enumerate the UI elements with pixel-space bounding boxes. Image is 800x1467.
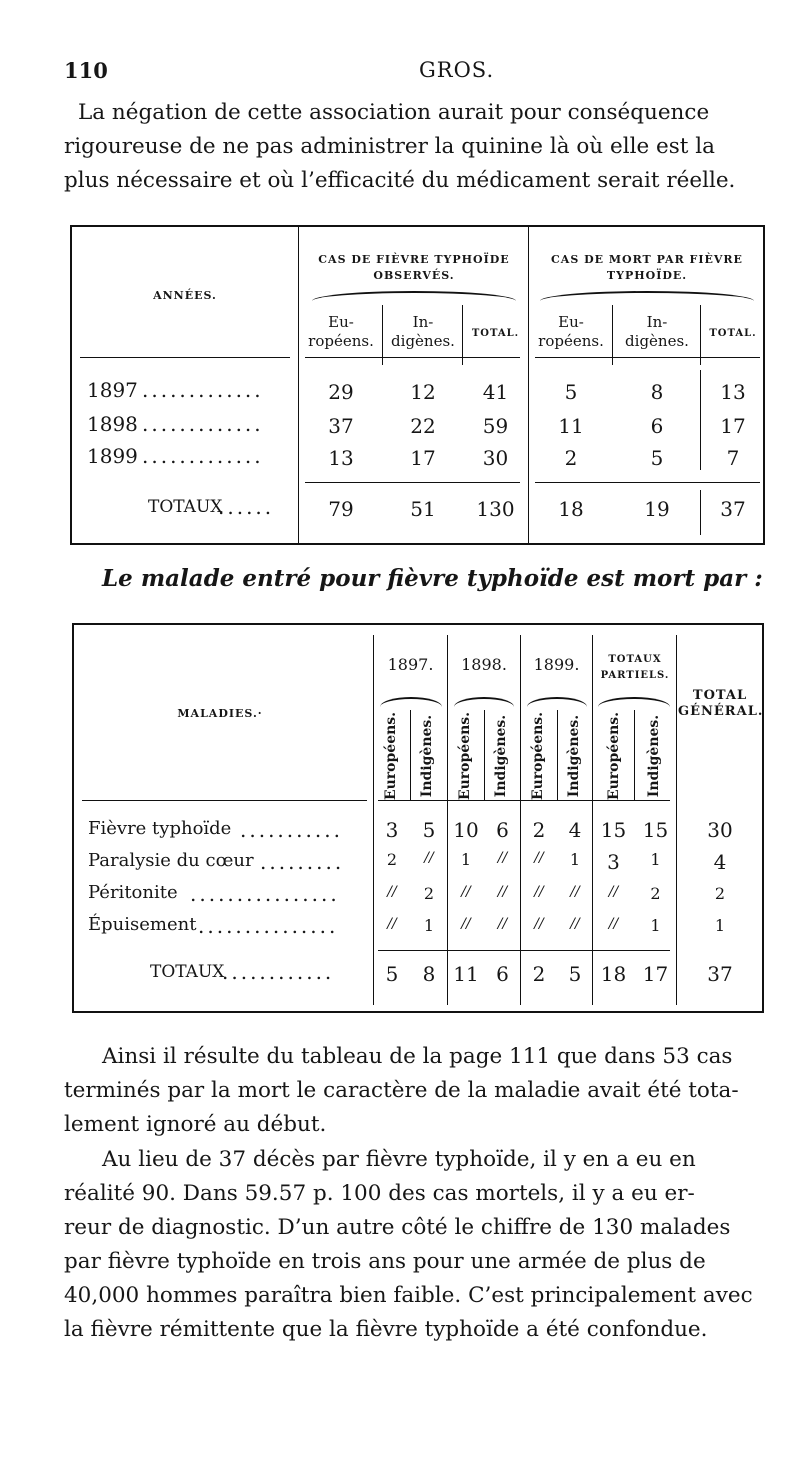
column-divider [557, 710, 558, 800]
table-cell: 5 [568, 962, 582, 986]
leader-dots: ............ [222, 960, 335, 984]
table-cell: 1 [650, 916, 661, 935]
table-cell: 8 [650, 380, 664, 404]
table-cell: 6 [496, 962, 509, 986]
table-cell: // [387, 916, 397, 932]
table-cell: 6 [650, 414, 664, 438]
row-label: Épuisement [88, 914, 197, 935]
page-header [64, 58, 760, 88]
table-cell: // [608, 884, 619, 900]
table-cell: 12 [410, 380, 436, 404]
subheader-indigenes: Indigènes. [646, 714, 662, 798]
table-cell: 130 [476, 497, 515, 521]
text-line: la fièvre rémittente que la fièvre typhoïde a été confondue. [64, 1317, 708, 1342]
table-cell: 5 [422, 818, 436, 842]
table-cell: 19 [644, 497, 670, 521]
table-cell: 6 [496, 818, 509, 842]
table-cell: 7 [726, 446, 740, 470]
table-cell: 2 [650, 884, 661, 903]
row-year: 1897 [87, 378, 138, 402]
leader-dots: ........... [240, 818, 343, 842]
leader-dots: ...... [218, 495, 275, 519]
text-line: Au lieu de 37 décès par fièvre typhoïde, il y en a eu en [102, 1147, 696, 1172]
table-cell: 11 [558, 414, 584, 438]
subheader-indigenes: Indigènes. [566, 714, 582, 798]
leader-dots: ............. [142, 444, 264, 468]
table-cell: 18 [558, 497, 584, 521]
table-cell: 2 [423, 884, 435, 903]
table-cell: 4 [568, 818, 582, 842]
table-cell: 15 [600, 818, 627, 842]
text-line: Ainsi il résulte du tableau de la page 111 que dans 53 cas [102, 1044, 733, 1069]
subheader-europeens: Européens. [383, 711, 399, 801]
table-cell: 3 [607, 850, 620, 874]
table-cell: 15 [642, 818, 669, 842]
table-cell: 79 [328, 497, 354, 521]
totals-label: TOTAUX [148, 497, 223, 517]
page-number: 110 [64, 58, 108, 83]
table-cell: // [497, 916, 508, 932]
table-cell: // [608, 916, 619, 932]
column-divider [700, 370, 701, 470]
subheader-europeens: Européens. [457, 711, 473, 801]
table-cell: 13 [328, 446, 354, 470]
table-cell: // [461, 916, 471, 932]
diagnosis-paragraph [64, 1143, 764, 1347]
table-cell: 17 [720, 414, 746, 438]
column-header-maladies: MALADIES.· [177, 707, 263, 720]
table-cell: 2 [532, 962, 546, 986]
running-head: GROS. [419, 58, 495, 82]
row-rule [535, 482, 760, 483]
table-cell: 30 [707, 818, 733, 842]
table-cell: 18 [600, 962, 627, 986]
column-divider [528, 227, 529, 543]
table-cell: 5 [564, 380, 578, 404]
partial-totals-header: TOTAUX PARTIELS. [600, 654, 670, 681]
table-cell: // [387, 884, 397, 900]
totals-label: TOTAUX [150, 962, 225, 982]
group-header-observed: CAS DE FIÈVRE TYPHOÏDE OBSERVÉS. [318, 253, 510, 282]
table-cell: 1 [460, 850, 472, 869]
subheader-indigenes: Indigènes. [493, 714, 509, 798]
row-label: Péritonite [88, 882, 178, 903]
table-cell: 2 [564, 446, 578, 470]
table-cell: // [424, 850, 434, 866]
table-cell: 2 [532, 818, 546, 842]
text-line: par fièvre typhoïde en trois ans pour une armée de plus de [64, 1249, 706, 1274]
table-cell: 59 [482, 414, 509, 438]
text-line: terminés par la mort le caractère de la maladie avait été tota- [64, 1078, 739, 1103]
row-rule [305, 482, 520, 483]
leader-dots: ............. [142, 412, 264, 436]
column-divider [484, 710, 485, 800]
table-cell: // [570, 916, 580, 932]
table-cell: // [534, 850, 544, 866]
table-cell: 41 [482, 380, 509, 404]
table-cell: 37 [720, 497, 746, 521]
text-line: plus nécessaire et où l’efficacité du médicament serait réelle. [64, 168, 736, 193]
subheader-indigenes: Indigènes. [419, 714, 435, 798]
table-cell: 17 [410, 446, 436, 470]
table-cell: 51 [410, 497, 436, 521]
table-cell: 29 [328, 380, 354, 404]
leader-dots: ............. [142, 378, 264, 402]
column-divider [634, 710, 635, 800]
year-header: 1897. [387, 655, 434, 674]
subheader-total: TOTAL. [471, 328, 520, 339]
row-rule [80, 357, 290, 358]
row-label: Paralysie du cœur [88, 850, 254, 871]
subheader-europeens: Eu- ropéens. [308, 313, 374, 350]
column-header-years: ANNÉES. [153, 289, 217, 302]
column-divider [298, 227, 299, 543]
conclusion-paragraph [64, 1040, 764, 1142]
general-total-header: TOTAL GÉNÉRAL. [678, 688, 764, 719]
text-line: réalité 90. Dans 59.57 p. 100 des cas mortels, il y a eu er- [64, 1181, 695, 1206]
row-rule [378, 950, 670, 951]
table-cell: // [497, 884, 508, 900]
column-divider [410, 710, 411, 800]
column-divider [612, 305, 613, 365]
text-line: reur de diagnostic. D’un autre côté le chiffre de 130 malades [64, 1215, 731, 1240]
table-cell: // [534, 916, 544, 932]
table-cell: 1 [650, 850, 661, 869]
table-cell: 5 [385, 962, 399, 986]
subheader-indigenes: In- digènes. [625, 313, 689, 350]
table-cell: 37 [328, 414, 354, 438]
leader-dots: ................ [190, 882, 340, 906]
subheader-europeens: Eu- ropéens. [538, 313, 604, 350]
row-label: Fièvre typhoïde [88, 818, 232, 839]
column-divider [700, 490, 701, 535]
subheader-europeens: Européens. [606, 711, 622, 801]
table-cell: 4 [713, 850, 727, 874]
year-header: 1899. [533, 655, 580, 674]
subheader-europeens: Européens. [530, 711, 546, 801]
leader-dots: ............... [198, 914, 339, 938]
table-cell: 8 [422, 962, 436, 986]
table-cell: 3 [385, 818, 399, 842]
row-rule [535, 357, 760, 358]
table-cell: 5 [650, 446, 664, 470]
table-cell: 22 [410, 414, 436, 438]
column-divider [382, 305, 383, 365]
row-year: 1898 [87, 412, 138, 436]
table-cell: // [497, 850, 508, 866]
table-cell: 2 [714, 884, 726, 903]
table-caption: Le malade entré pour fièvre typhoïde est mort par : [102, 565, 763, 592]
table-cell: 10 [453, 818, 479, 842]
table-cell: // [534, 884, 544, 900]
group-header-deaths: CAS DE MORT PAR FIÈVRE TYPHOÏDE. [551, 253, 743, 282]
text-line: 40,000 hommes paraîtra bien faible. C’est principalement avec [64, 1283, 753, 1308]
column-divider [700, 305, 701, 365]
text-line: rigoureuse de ne pas administrer la quinine là où elle est la [64, 134, 715, 159]
row-year: 1899 [87, 444, 138, 468]
table-cell: 2 [386, 850, 398, 869]
table-cell: 1 [423, 916, 435, 935]
text-line: lement ignoré au début. [64, 1112, 327, 1137]
table-cell: 11 [453, 962, 479, 986]
text-line: La négation de cette association aurait pour conséquence [78, 100, 710, 125]
subheader-indigenes: In- digènes. [391, 313, 455, 350]
table-cell: 30 [482, 446, 509, 470]
table-cell: 37 [707, 962, 733, 986]
row-rule [305, 357, 520, 358]
table-cell: 13 [720, 380, 746, 404]
table-cell: // [570, 884, 580, 900]
table-cell: // [461, 884, 471, 900]
table-cell: 17 [642, 962, 669, 986]
table-cell: 1 [569, 850, 581, 869]
intro-paragraph [64, 96, 764, 198]
year-header: 1898. [461, 655, 507, 674]
row-rule [82, 800, 367, 801]
subheader-total: TOTAL. [709, 328, 757, 339]
table-cell: 1 [714, 916, 726, 935]
leader-dots: ......... [260, 850, 345, 874]
